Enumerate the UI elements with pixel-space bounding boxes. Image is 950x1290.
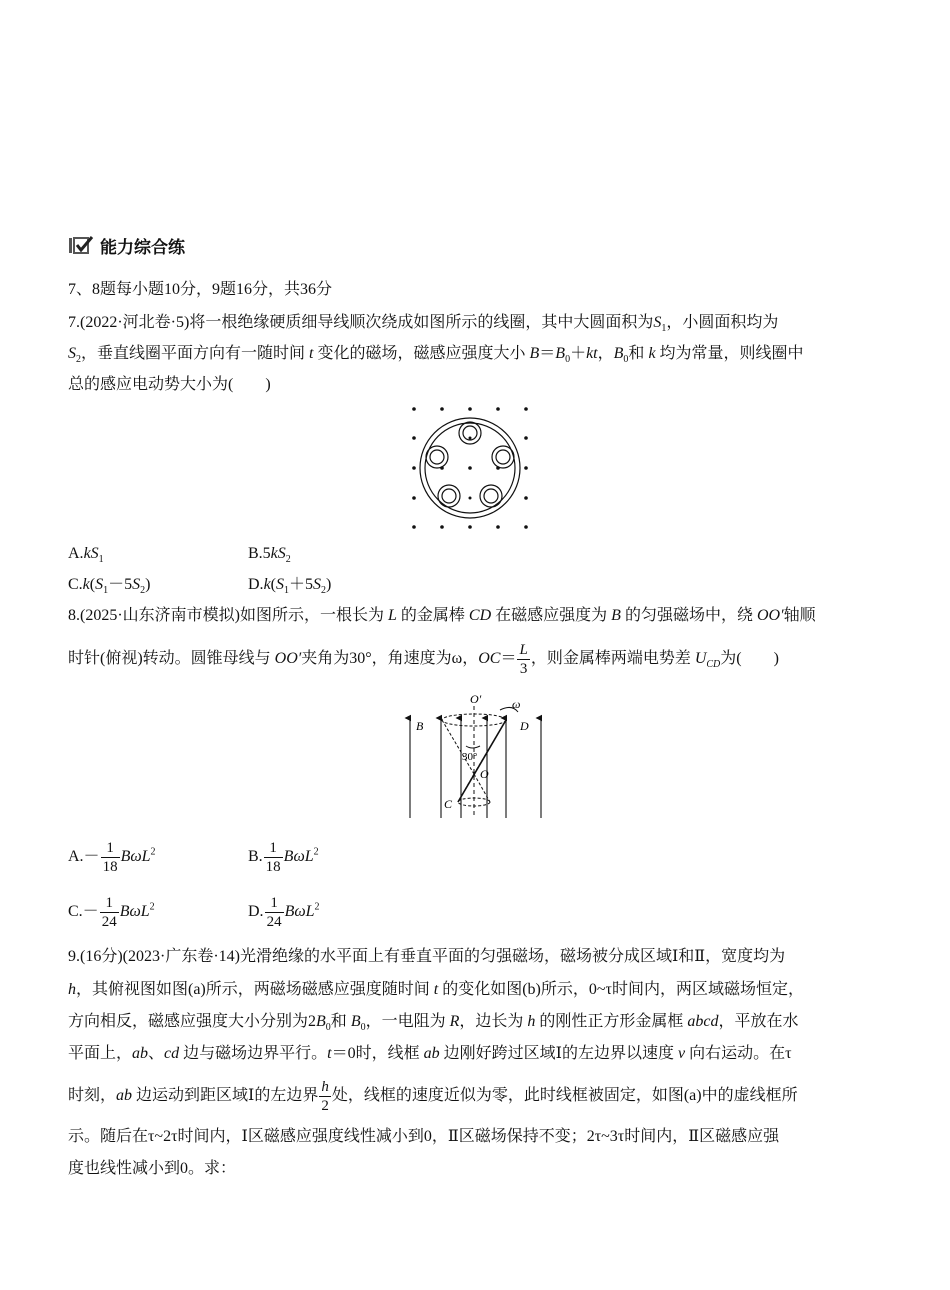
q8-line1: 8.(2025·山东济南市模拟)如图所示，一根长为 L 的金属棒 CD 在磁感应强度为 B 的匀强磁场中，绕 OO′轴顺	[68, 607, 816, 624]
label-o: O	[480, 767, 489, 781]
q7-line1: 7.(2022·河北卷·5)将一根绝缘硬质细导线顺次绕成如图所示的线圈，其中大圆面积为$S_1$，小圆面积均为	[68, 314, 779, 335]
q9-line1: 9.(16分)(2023·广东卷·14)光滑绝缘的水平面上有垂直平面的匀强磁场，磁场被分成区域Ⅰ和Ⅱ，宽度均为	[68, 948, 786, 965]
q9-line6: 示。随后在τ~2τ时间内，Ⅰ区磁感应强度线性减小到0，Ⅱ区磁场保持不变；2τ~3τ时间内，Ⅱ区磁感应强	[68, 1128, 780, 1145]
label-c: C	[444, 797, 453, 811]
q7-line3: 总的感应电动势大小为( )	[68, 376, 271, 393]
section-heading	[68, 233, 185, 257]
q7-line2: $S_2$，垂直线圈平面方向有一随时间 t 变化的磁场，磁感应强度大小 $B=B_0+kt$，$B_0$和 k 均为常量，则线圈中	[68, 345, 804, 366]
q9-line3: 方向相反，磁感应强度大小分别为$2B_0$和 $B_0$，一电阻为 R，边长为 h 的刚性正方形金属框 abcd，平放在水	[68, 1013, 799, 1034]
q7-option-d[interactable]: $D.k(S_1+5S_2)$	[248, 576, 332, 597]
q7-coil-figure	[406, 400, 538, 534]
q7-option-b[interactable]: $B.5kS_2$	[248, 545, 291, 566]
label-b: B	[416, 719, 424, 733]
q9-line4: 平面上，ab、cd 边与磁场边界平行。t＝0时，线框 ab 边刚好跨过区域Ⅰ的左边界以速度 v 向右运动。在τ	[68, 1045, 792, 1062]
q9-line7: 度也线性减小到0。求：	[68, 1160, 237, 1177]
check-icon	[68, 235, 94, 255]
section-title: 能力综合练	[100, 237, 185, 258]
q9-line2: h，其俯视图如图(a)所示，两磁场磁感应强度随时间 t 的变化如图(b)所示，0~τ时间内，两区域磁场恒定，	[68, 981, 804, 998]
intro-text: 7、8题每小题10分，9题16分，共36分	[68, 281, 333, 298]
q8-option-c[interactable]: C.－ $\frac{1}{24}$ BωL$^2$	[68, 894, 155, 930]
q8-option-d[interactable]: D. $\frac{1}{24}$ BωL$^2$	[248, 894, 320, 930]
q7-option-c[interactable]: $C.k(S_1-5S_2)$	[68, 576, 151, 597]
q9-line5: 时刻，ab 边运动到距区域Ⅰ的左边界 $\frac{h}{2}$ 处，线框的速度近似为零，此时线框被固定，如图(a)中的虚线框所	[68, 1078, 798, 1114]
q8-cone-figure	[400, 690, 550, 822]
q7-option-a[interactable]: $A.kS_1$	[68, 545, 104, 566]
label-angle: 30°	[462, 751, 478, 763]
q8-line2: 时针(俯视)转动。圆锥母线与 OO′夹角为30°，角速度为ω，OC＝ $\frac{L}{3}$ ，则金属棒两端电势差 $U_{CD}$为( )	[68, 641, 779, 677]
q8-option-a[interactable]: A.－ $\frac{1}{18}$ BωL$^2$	[68, 839, 156, 875]
q8-option-b[interactable]: B. $\frac{1}{18}$ BωL$^2$	[248, 839, 319, 875]
label-d: D	[520, 719, 529, 733]
label-o-prime: O′	[470, 692, 482, 706]
label-omega: ω	[512, 697, 521, 711]
